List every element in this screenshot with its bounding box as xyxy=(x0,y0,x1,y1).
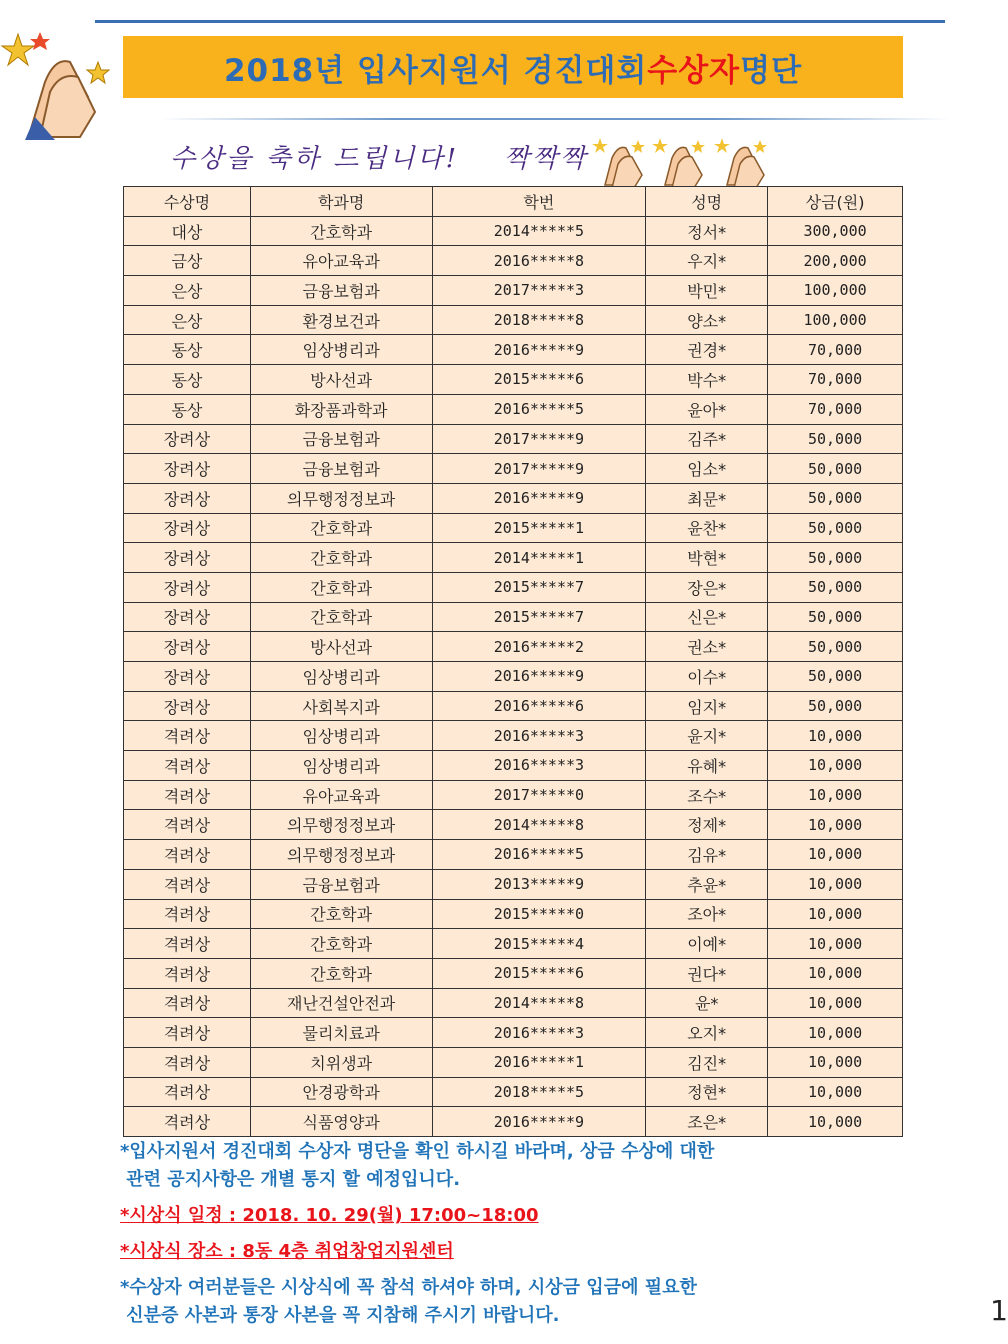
cell-student-id: 2016*****3 xyxy=(432,721,646,751)
cell-name: 우지* xyxy=(646,246,768,276)
cell-student-id: 2016*****3 xyxy=(432,751,646,781)
cell-name: 이수* xyxy=(646,662,768,692)
table-row xyxy=(124,1107,903,1137)
cell-prize: 50,000 xyxy=(768,691,903,721)
cell-department: 유아교육과 xyxy=(250,246,432,276)
cell-student-id: 2016*****2 xyxy=(432,632,646,662)
cell-department: 금융보험과 xyxy=(250,869,432,899)
cell-department: 유아교육과 xyxy=(250,780,432,810)
cell-name: 최문* xyxy=(646,483,768,513)
cell-student-id: 2015*****7 xyxy=(432,572,646,602)
cell-student-id: 2018*****5 xyxy=(432,1077,646,1107)
cell-department: 방사선과 xyxy=(250,632,432,662)
note-schedule xyxy=(120,1202,840,1230)
cell-award: 금상 xyxy=(124,246,251,276)
cell-name: 조아* xyxy=(646,899,768,929)
cell-award: 격려상 xyxy=(124,1107,251,1137)
cell-name: 정서* xyxy=(646,216,768,246)
cell-prize: 50,000 xyxy=(768,662,903,692)
cell-award: 장려상 xyxy=(124,662,251,692)
cell-name: 윤지* xyxy=(646,721,768,751)
table-row xyxy=(124,691,903,721)
table-row xyxy=(124,365,903,395)
cell-department: 재난건설안전과 xyxy=(250,988,432,1018)
cell-name: 박현* xyxy=(646,543,768,573)
cell-department: 간호학과 xyxy=(250,958,432,988)
cell-department: 간호학과 xyxy=(250,899,432,929)
table-row xyxy=(124,1077,903,1107)
notes-section xyxy=(120,1138,840,1330)
cell-department: 간호학과 xyxy=(250,543,432,573)
cell-department: 물리치료과 xyxy=(250,1018,432,1048)
cell-student-id: 2016*****1 xyxy=(432,1047,646,1077)
table-row xyxy=(124,929,903,959)
cell-award: 장려상 xyxy=(124,543,251,573)
table-row xyxy=(124,721,903,751)
table-row xyxy=(124,602,903,632)
cell-award: 은상 xyxy=(124,276,251,306)
table-row xyxy=(124,958,903,988)
cell-student-id: 2014*****1 xyxy=(432,543,646,573)
cell-department: 금융보험과 xyxy=(250,276,432,306)
table-row xyxy=(124,632,903,662)
table-row xyxy=(124,869,903,899)
cell-name: 임소* xyxy=(646,454,768,484)
note-place xyxy=(120,1238,840,1266)
table-row xyxy=(124,335,903,365)
note-line: *입사지원서 경진대회 수상자 명단을 확인 하시길 바라며, 상금 수상에 대한 xyxy=(120,1141,715,1162)
place-text: *시상식 장소 : 8동 4층 취업창업지원센터 xyxy=(120,1241,454,1262)
table-row xyxy=(124,246,903,276)
table-row xyxy=(124,662,903,692)
cell-name: 임지* xyxy=(646,691,768,721)
cell-name: 김진* xyxy=(646,1047,768,1077)
cell-name: 유혜* xyxy=(646,751,768,781)
table-row xyxy=(124,840,903,870)
note-line: *수상자 여러분들은 시상식에 꼭 참석 하셔야 하며, 시상금 입금에 필요한 xyxy=(120,1277,697,1298)
cell-student-id: 2017*****3 xyxy=(432,276,646,306)
cell-prize: 10,000 xyxy=(768,1107,903,1137)
cell-student-id: 2016*****3 xyxy=(432,1018,646,1048)
cell-prize: 10,000 xyxy=(768,721,903,751)
cell-name: 이예* xyxy=(646,929,768,959)
cell-award: 장려상 xyxy=(124,454,251,484)
cell-prize: 50,000 xyxy=(768,632,903,662)
cell-prize: 50,000 xyxy=(768,513,903,543)
table-row xyxy=(124,483,903,513)
cell-name: 추윤* xyxy=(646,869,768,899)
cell-award: 격려상 xyxy=(124,840,251,870)
page-number: 1 xyxy=(990,1294,1008,1327)
table-row xyxy=(124,424,903,454)
title-prefix: 2018년 입사지원서 경진대회 xyxy=(223,52,648,89)
cell-department: 금융보험과 xyxy=(250,454,432,484)
cell-prize: 10,000 xyxy=(768,840,903,870)
table-row xyxy=(124,305,903,335)
cell-department: 의무행정정보과 xyxy=(250,810,432,840)
cell-award: 격려상 xyxy=(124,899,251,929)
header-award: 수상명 xyxy=(124,187,251,217)
cell-prize: 200,000 xyxy=(768,246,903,276)
page-title xyxy=(123,36,903,98)
cell-award: 격려상 xyxy=(124,988,251,1018)
cell-prize: 10,000 xyxy=(768,869,903,899)
cell-student-id: 2017*****9 xyxy=(432,454,646,484)
table-row xyxy=(124,513,903,543)
cell-department: 간호학과 xyxy=(250,602,432,632)
cell-prize: 10,000 xyxy=(768,1018,903,1048)
cell-award: 대상 xyxy=(124,216,251,246)
cell-name: 박수* xyxy=(646,365,768,395)
title-divider xyxy=(160,118,950,120)
cell-department: 임상병리과 xyxy=(250,335,432,365)
note-line: 신분증 사본과 통장 사본을 꼭 지참해 주시기 바랍니다. xyxy=(120,1305,560,1326)
cell-award: 장려상 xyxy=(124,632,251,662)
cell-student-id: 2017*****0 xyxy=(432,780,646,810)
cell-name: 윤아* xyxy=(646,394,768,424)
cell-student-id: 2016*****9 xyxy=(432,483,646,513)
cell-award: 격려상 xyxy=(124,929,251,959)
cell-name: 권소* xyxy=(646,632,768,662)
table-row xyxy=(124,394,903,424)
cell-award: 동상 xyxy=(124,365,251,395)
cell-student-id: 2016*****8 xyxy=(432,246,646,276)
cell-name: 양소* xyxy=(646,305,768,335)
cell-student-id: 2016*****5 xyxy=(432,394,646,424)
cell-award: 동상 xyxy=(124,394,251,424)
cell-student-id: 2015*****4 xyxy=(432,929,646,959)
cell-student-id: 2014*****8 xyxy=(432,988,646,1018)
cell-award: 격려상 xyxy=(124,1077,251,1107)
cell-prize: 70,000 xyxy=(768,335,903,365)
cell-department: 간호학과 xyxy=(250,929,432,959)
cell-prize: 10,000 xyxy=(768,899,903,929)
cell-prize: 10,000 xyxy=(768,780,903,810)
cell-prize: 10,000 xyxy=(768,958,903,988)
cell-student-id: 2016*****9 xyxy=(432,335,646,365)
cell-name: 오지* xyxy=(646,1018,768,1048)
cell-student-id: 2017*****9 xyxy=(432,424,646,454)
cell-name: 김유* xyxy=(646,840,768,870)
cell-department: 방사선과 xyxy=(250,365,432,395)
awards-table xyxy=(123,186,903,1137)
table-row xyxy=(124,988,903,1018)
schedule-text: *시상식 일정 : 2018. 10. 29(월) 17:00~18:00 xyxy=(120,1205,539,1226)
cell-prize: 100,000 xyxy=(768,276,903,306)
cell-department: 의무행정정보과 xyxy=(250,840,432,870)
congrats-text: 수상을 축하 드립니다! 짝짝짝 xyxy=(170,144,589,174)
header-department: 학과명 xyxy=(250,187,432,217)
cell-prize: 10,000 xyxy=(768,1077,903,1107)
table-row xyxy=(124,276,903,306)
clapping-hands-icon xyxy=(0,22,120,142)
cell-prize: 50,000 xyxy=(768,572,903,602)
cell-department: 임상병리과 xyxy=(250,662,432,692)
cell-award: 격려상 xyxy=(124,958,251,988)
cell-student-id: 2015*****7 xyxy=(432,602,646,632)
cell-prize: 50,000 xyxy=(768,602,903,632)
cell-student-id: 2016*****9 xyxy=(432,662,646,692)
cell-student-id: 2015*****6 xyxy=(432,958,646,988)
cell-student-id: 2016*****5 xyxy=(432,840,646,870)
clapping-hands-icon xyxy=(650,130,710,190)
cell-student-id: 2016*****9 xyxy=(432,1107,646,1137)
cell-prize: 50,000 xyxy=(768,543,903,573)
table-row xyxy=(124,1018,903,1048)
cell-award: 장려상 xyxy=(124,424,251,454)
cell-department: 화장품과학과 xyxy=(250,394,432,424)
clapping-hands-icon xyxy=(712,130,772,190)
table-row xyxy=(124,810,903,840)
header-name: 성명 xyxy=(646,187,768,217)
cell-prize: 300,000 xyxy=(768,216,903,246)
cell-department: 임상병리과 xyxy=(250,721,432,751)
cell-prize: 50,000 xyxy=(768,454,903,484)
cell-name: 장은* xyxy=(646,572,768,602)
cell-prize: 10,000 xyxy=(768,1047,903,1077)
cell-name: 조은* xyxy=(646,1107,768,1137)
table-row xyxy=(124,572,903,602)
cell-prize: 10,000 xyxy=(768,929,903,959)
title-suffix: 명단 xyxy=(740,52,803,89)
cell-name: 권다* xyxy=(646,958,768,988)
cell-prize: 100,000 xyxy=(768,305,903,335)
cell-student-id: 2013*****9 xyxy=(432,869,646,899)
cell-award: 격려상 xyxy=(124,751,251,781)
table-row xyxy=(124,780,903,810)
cell-name: 정제* xyxy=(646,810,768,840)
cell-award: 격려상 xyxy=(124,780,251,810)
cell-name: 조수* xyxy=(646,780,768,810)
cell-department: 환경보건과 xyxy=(250,305,432,335)
cell-student-id: 2018*****8 xyxy=(432,305,646,335)
cell-prize: 50,000 xyxy=(768,424,903,454)
cell-prize: 50,000 xyxy=(768,483,903,513)
header-student-id: 학번 xyxy=(432,187,646,217)
cell-name: 신은* xyxy=(646,602,768,632)
header-prize: 상금(원) xyxy=(768,187,903,217)
cell-prize: 70,000 xyxy=(768,365,903,395)
cell-prize: 70,000 xyxy=(768,394,903,424)
cell-award: 장려상 xyxy=(124,513,251,543)
cell-student-id: 2015*****1 xyxy=(432,513,646,543)
cell-department: 식품영양과 xyxy=(250,1107,432,1137)
cell-award: 격려상 xyxy=(124,1047,251,1077)
cell-award: 동상 xyxy=(124,335,251,365)
top-divider xyxy=(95,20,945,23)
cell-department: 임상병리과 xyxy=(250,751,432,781)
cell-department: 안경광학과 xyxy=(250,1077,432,1107)
cell-prize: 10,000 xyxy=(768,810,903,840)
cell-award: 격려상 xyxy=(124,810,251,840)
cell-prize: 10,000 xyxy=(768,988,903,1018)
cell-department: 의무행정정보과 xyxy=(250,483,432,513)
table-row xyxy=(124,216,903,246)
cell-student-id: 2015*****0 xyxy=(432,899,646,929)
cell-department: 금융보험과 xyxy=(250,424,432,454)
cell-name: 정현* xyxy=(646,1077,768,1107)
cell-department: 간호학과 xyxy=(250,572,432,602)
cell-award: 장려상 xyxy=(124,572,251,602)
title-highlight: 수상자 xyxy=(647,52,741,89)
cell-department: 치위생과 xyxy=(250,1047,432,1077)
cell-award: 격려상 xyxy=(124,721,251,751)
cell-name: 김주* xyxy=(646,424,768,454)
table-row xyxy=(124,1047,903,1077)
cell-award: 격려상 xyxy=(124,869,251,899)
cell-student-id: 2016*****6 xyxy=(432,691,646,721)
table-row xyxy=(124,751,903,781)
table-header-row xyxy=(124,187,903,217)
clapping-hands-icon xyxy=(590,130,650,190)
table-row xyxy=(124,899,903,929)
table-row xyxy=(124,543,903,573)
cell-award: 장려상 xyxy=(124,602,251,632)
cell-name: 권경* xyxy=(646,335,768,365)
cell-award: 격려상 xyxy=(124,1018,251,1048)
cell-student-id: 2015*****6 xyxy=(432,365,646,395)
note-line: 관련 공지사항은 개별 통지 할 예정입니다. xyxy=(120,1169,461,1190)
cell-award: 장려상 xyxy=(124,691,251,721)
cell-department: 사회복지과 xyxy=(250,691,432,721)
cell-department: 간호학과 xyxy=(250,513,432,543)
cell-name: 윤* xyxy=(646,988,768,1018)
cell-award: 장려상 xyxy=(124,483,251,513)
cell-department: 간호학과 xyxy=(250,216,432,246)
cell-student-id: 2014*****5 xyxy=(432,216,646,246)
cell-award: 은상 xyxy=(124,305,251,335)
cell-name: 윤찬* xyxy=(646,513,768,543)
cell-student-id: 2014*****8 xyxy=(432,810,646,840)
cell-prize: 10,000 xyxy=(768,751,903,781)
table-row xyxy=(124,454,903,484)
cell-name: 박민* xyxy=(646,276,768,306)
